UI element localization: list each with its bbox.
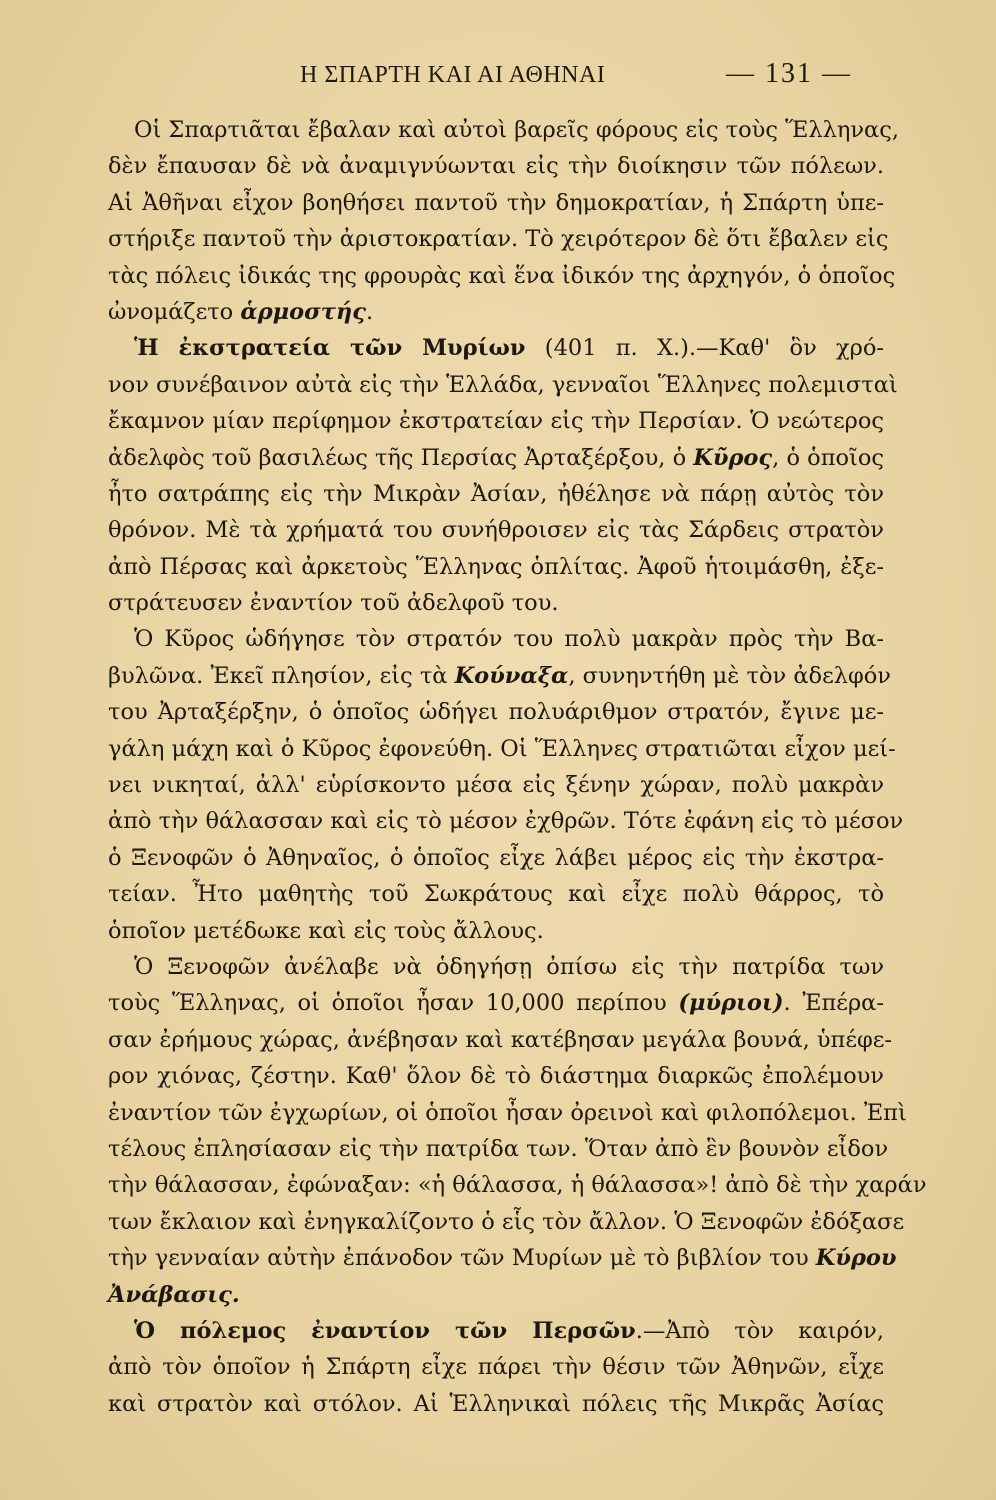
text-line: γάλη μάχη καὶ ὁ Κῦρος ἐφονεύθη. Οἱ Ἕλληνες στρατιῶται εἶχον μεί- (108, 735, 896, 762)
body-text (108, 112, 927, 1422)
text-line (108, 985, 884, 1021)
term-kounaxa: Κούναξα (454, 662, 569, 689)
text-line: νει νικηταί, ἀλλ' εὑρίσκοντο μέσα εἰς ξένην χώραν, πολὺ μακρὰν (108, 772, 884, 799)
text-line (108, 658, 891, 694)
text-line: των ἔκλαιον καὶ ἐνηγκαλίζοντο ὁ εἷς τὸν ἄλλον. Ὁ Ξενοφῶν ἐδόξασε (108, 1208, 905, 1235)
text-run: ἀδελφὸς τοῦ βασιλέως τῆς Περσίας Ἀρταξέρξου, ὁ (108, 444, 694, 471)
text-line: τὰς πόλεις ἰδικάς της φρουρὰς καὶ ἕνα ἰδικόν της ἀρχηγόν, ὁ ὁποῖος (108, 262, 896, 289)
text-run: . Ἐπέρα- (783, 990, 884, 1017)
text-line: Ὁ Ξενοφῶν ἀνέλαβε νὰ ὁδηγήσῃ ὀπίσω εἰς τὴν πατρίδα των (134, 953, 884, 980)
text-line: Οἱ Σπαρτιᾶται ἔβαλαν καὶ αὐτοὶ βαρεῖς φόρους εἰς τοὺς Ἕλληνας, (134, 117, 899, 143)
text-run: , ὁ ὁποῖος (772, 444, 884, 471)
text-run: . (365, 298, 374, 325)
text-line: ἔκαμνον μίαν περίφημον ἐκστρατείαν εἰς τὴν Περσίαν. Ὁ νεώτερος (108, 408, 884, 435)
term-harmostis: ἁρμοστής (240, 298, 366, 325)
text-line: νον συνέβαινον αὐτὰ εἰς τὴν Ἑλλάδα, γενναῖοι Ἕλληνες πολεμισταὶ (108, 371, 898, 398)
section-heading-persians: Ὁ πόλεμος ἐναντίον τῶν Περσῶν (134, 1317, 636, 1344)
text-line: ρον χιόνας, ζέστην. Καθ' ὅλον δὲ τὸ διάστημα διαρκῶς ἐπολέμουν (108, 1063, 884, 1090)
text-line: καὶ στρατὸν καὶ στόλον. Αἱ Ἑλληνικαὶ πόλεις τῆς Μικρᾶς Ἀσίας (108, 1390, 884, 1417)
text-line: ἐναντίον τῶν ἐγχωρίων, οἱ ὁποῖοι ἦσαν ὀρεινοὶ καὶ φιλοπόλεμοι. Ἐπὶ (108, 1099, 907, 1126)
text-line: ὁ Ξενοφῶν ὁ Ἀθηναῖος, ὁ ὁποῖος εἶχε λάβει μέρος εἰς τὴν ἐκστρα- (108, 844, 884, 871)
text-line: δὲν ἔπαυσαν δὲ νὰ ἀναμιγνύωνται εἰς τὴν διοίκησιν τῶν πόλεων. (108, 153, 884, 180)
page-number: — 131 — (726, 58, 852, 89)
text-run: (401 π. Χ.).—Καθ' ὃν χρό- (525, 335, 884, 362)
text-line: στράτευσεν ἐναντίον τοῦ ἀδελφοῦ του. (108, 590, 559, 617)
text-line: θρόνον. Μὲ τὰ χρήματά του συνήθροισεν εἰς τὰς Σάρδεις στρατὸν (108, 517, 884, 544)
text-run: τὴν γενναίαν αὐτὴν ἐπάνοδον τῶν Μυρίων μὲ τὸ βιβλίον του (108, 1245, 816, 1272)
text-run: ὠνομάζετο (108, 298, 241, 325)
text-line: Αἱ Ἀθῆναι εἶχον βοηθήσει παντοῦ τὴν δημοκρατίαν, ἡ Σπάρτη ὑπε- (108, 189, 884, 216)
page-header (0, 58, 996, 98)
text-line: του Ἀρταξέρξην, ὁ ὁποῖος ὡδήγει πολυάριθμον στρατόν, ἔγινε με- (108, 699, 884, 726)
text-line: τέλους ἐπλησίασαν εἰς τὴν πατρίδα των. Ὅταν ἀπὸ ἓν βουνὸν εἶδον (108, 1135, 889, 1162)
term-kyrou: Κύρου (815, 1245, 897, 1272)
running-title: Η ΣΠΑΡΤΗ ΚΑΙ ΑΙ ΑΘΗΝΑΙ (300, 62, 606, 88)
text-line: ἀπὸ τὴν θάλασσαν καὶ εἰς τὸ μέσον ἐχθρῶν. Τότε ἐφάνη εἰς τὸ μέσον (108, 808, 904, 835)
text-line: τὴν θάλασσαν, ἐφώναξαν: «ἡ θάλασσα, ἡ θάλασσα»! ἀπὸ δὲ τὴν χαράν (108, 1172, 927, 1199)
text-line: ἦτο σατράπης εἰς τὴν Μικρὰν Ἀσίαν, ἠθέλησε νὰ πάρῃ αὐτὸς τὸν (108, 480, 884, 507)
text-run: τοὺς Ἕλληνας, οἱ ὁποῖοι ἦσαν 10,000 περίπου (108, 990, 679, 1017)
term-myrioi: (μύριοι) (678, 990, 784, 1017)
term-kyros: Κῦρος (693, 444, 773, 471)
text-line: ἀπὸ τὸν ὁποῖον ἡ Σπάρτη εἶχε πάρει τὴν θέσιν τῶν Ἀθηνῶν, εἶχε (108, 1354, 884, 1381)
text-line (108, 330, 884, 366)
text-line (108, 1240, 897, 1276)
text-line: ἀπὸ Πέρσας καὶ ἀρκετοὺς Ἕλληνας ὁπλίτας. Ἀφοῦ ἡτοιμάσθη, ἐξε- (108, 553, 884, 580)
text-line: Ὁ Κῦρος ὡδήγησε τὸν στρατόν του πολὺ μακρὰν πρὸς τὴν Βα- (134, 626, 884, 653)
section-heading-myrioi: Ἡ ἐκστρατεία τῶν Μυρίων (134, 335, 526, 362)
text-run: .—Ἀπὸ τὸν καιρόν, (635, 1317, 884, 1344)
text-line: στήριξε παντοῦ τὴν ἀριστοκρατίαν. Τὸ χειρότερον δὲ ὅτι ἔβαλεν εἰς (108, 226, 889, 253)
text-run: βυλῶνα. Ἐκεῖ πλησίον, εἰς τὰ (108, 662, 455, 689)
text-line (108, 294, 884, 330)
term-anavasis: Ἀνάβασις. (108, 1281, 240, 1308)
text-line (108, 440, 884, 476)
text-run: , συνηντήθη μὲ τὸν ἀδελφόν (568, 662, 891, 689)
text-line: ὁποῖον μετέδωκε καὶ εἰς τοὺς ἄλλους. (108, 917, 544, 944)
text-line (108, 1313, 884, 1349)
text-line: τείαν. Ἦτο μαθητὴς τοῦ Σωκράτους καὶ εἶχε πολὺ θάρρος, τὸ (108, 881, 884, 908)
text-line: σαν ἐρήμους χώρας, ἀνέβησαν καὶ κατέβησαν μεγάλα βουνά, ὑπέφε- (108, 1026, 893, 1053)
